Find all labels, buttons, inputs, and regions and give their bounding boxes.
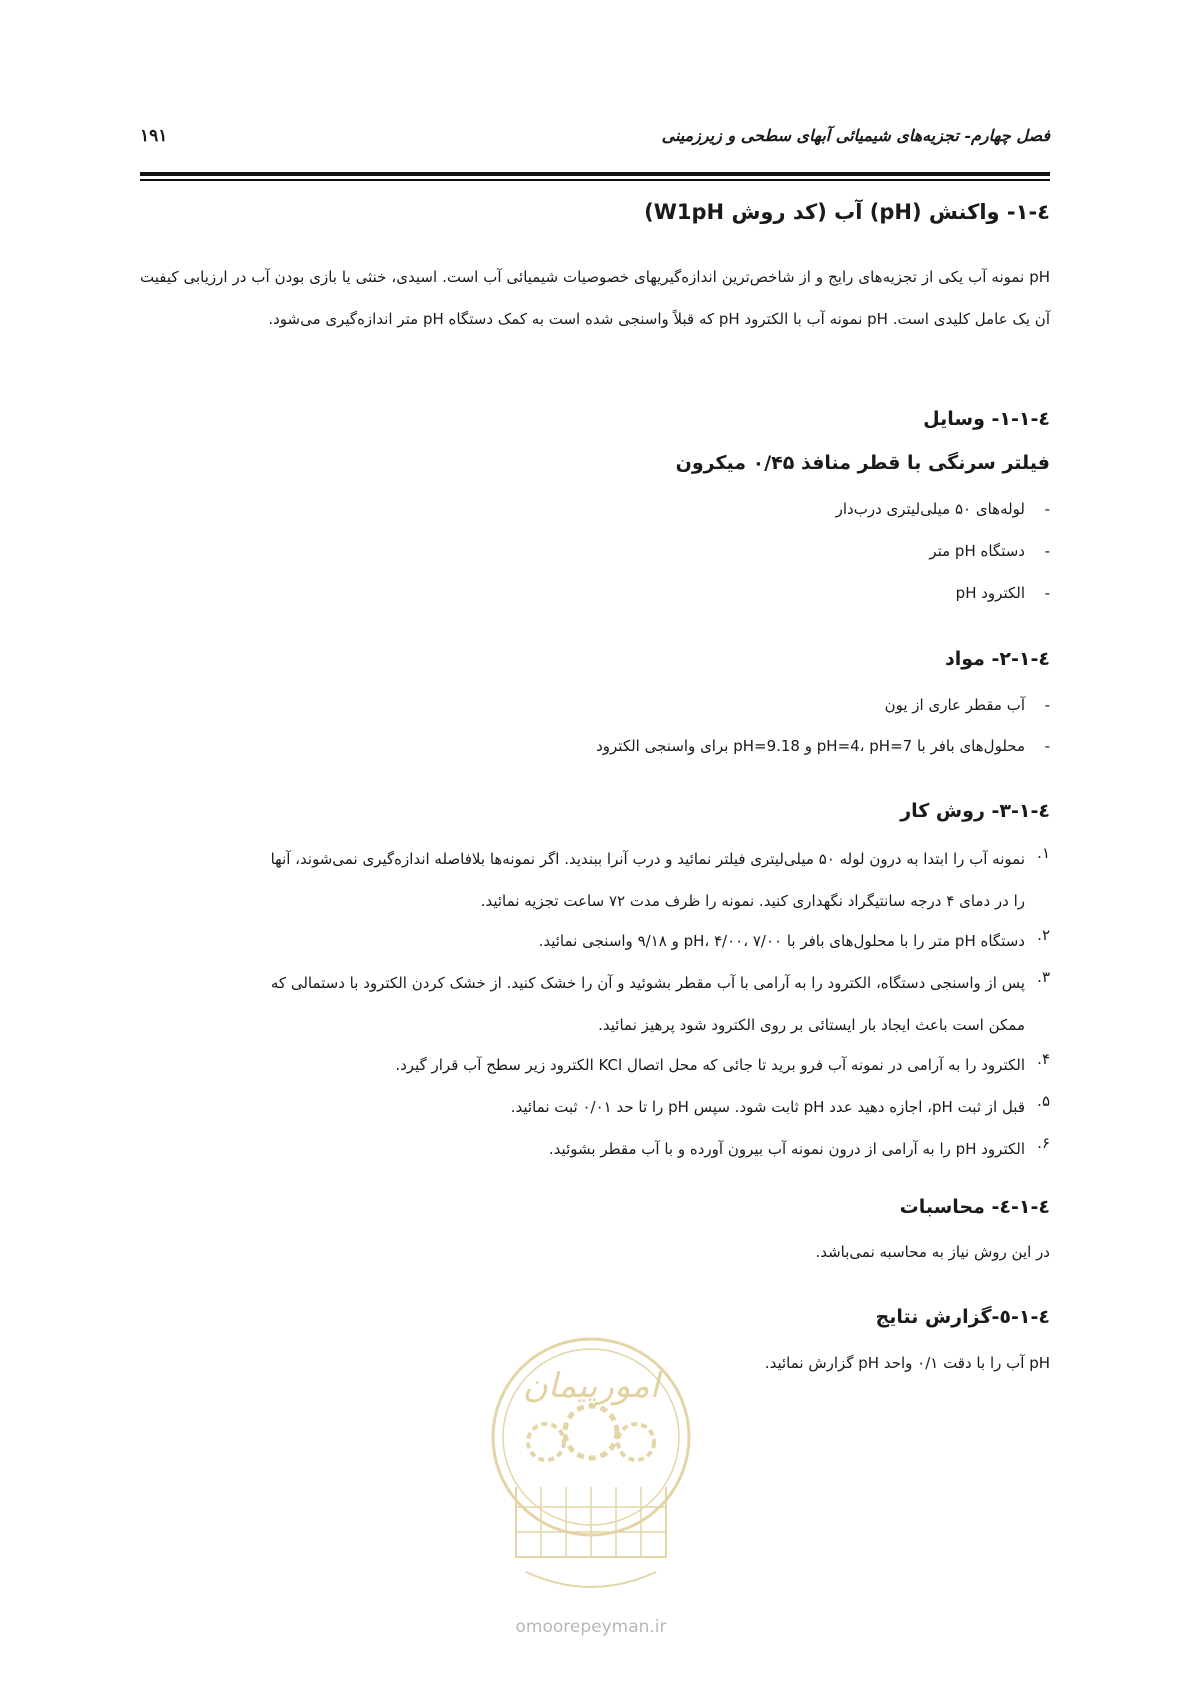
equipment-item: - دستگاه pH متر xyxy=(929,542,1050,560)
materials-item: - آب مقطر عاری از یون xyxy=(884,696,1050,714)
header-rule-thick xyxy=(140,172,1050,176)
header-rule-thin xyxy=(140,179,1050,181)
materials-heading: ٤-١-٢- مواد xyxy=(944,648,1050,670)
procedure-heading: ٤-١-٣- روش کار xyxy=(900,800,1050,822)
procedure-step: ۵. قبل از ثبت pH، اجازه دهید عدد pH ثابت شود. سپس pH را تا حد ۰/۰۱ ثبت نمائید. xyxy=(510,1092,1050,1116)
page-number: ۱۹۱ xyxy=(140,126,168,146)
calculations-text: در این روش نیاز به محاسبه نمی‌باشد. xyxy=(815,1243,1050,1261)
equipment-item: - لوله‌های ۵۰ میلی‌لیتری درب‌دار xyxy=(835,500,1050,518)
equipment-subtitle: فیلتر سرنگی با قطر منافذ ۰/۴۵ میکرون xyxy=(675,452,1050,474)
svg-text:امورپیمان: امورپیمان xyxy=(522,1366,660,1406)
section-heading: ٤-١- واکنش (pH) آب (کد روش W1pH) xyxy=(644,200,1050,224)
intro-paragraph: pH نمونه آب یکی از تجزیه‌های رایج و از شاخص‌ترین اندازه‌گیریهای خصوصیات شیمیائی آب است. اسیدی، خنثی یا بازی بودن آب در ارزیابی کیفیت آن یک عامل کلیدی است. pH نمونه آب با الکترود pH که قبلاً واسنجی شده است به کمک دستگاه pH متر اندازه‌گیری می‌شود. xyxy=(140,268,1050,328)
equipment-item: - الکترود pH xyxy=(955,584,1050,602)
watermark-seal-icon xyxy=(486,1327,696,1597)
procedure-step: ۲. دستگاه pH متر را با محلول‌های بافر با pH، ۴/۰۰، ۷/۰۰ و ۹/۱۸ واسنجی نمائید. xyxy=(538,926,1050,950)
watermark-url: omoorepeyman.ir xyxy=(515,1617,667,1637)
procedure-step: ۱. نمونه آب را ابتدا به درون لوله ۵۰ میلی‌لیتری فیلتر نمائید و درب آنرا ببندید. اگر نمونه‌ها بلافاصله اندازه‌گیری نمی‌شوند، آنها را در دمای ۴ درجه سانتیگراد نگهداری کنید. نمونه را ظرف مدت ۷۲ ساعت تجزیه نمائید. xyxy=(270,844,1050,910)
report-text: pH آب را با دقت ۰/۱ واحد pH گزارش نمائید. xyxy=(764,1354,1050,1372)
report-heading: ٤-١-٥-گزارش نتایج xyxy=(875,1306,1050,1328)
procedure-step: ۳. پس از واسنجی دستگاه، الکترود را به آرامی با آب مقطر بشوئید و آن را خشک کنید. از خشک کردن الکترود با دستمالی که ممکن است باعث ایجاد بار ایستائی بر روی الکترود شود پرهیز نمائید. xyxy=(270,968,1050,1034)
calculations-heading: ٤-١-٤- محاسبات xyxy=(899,1196,1050,1218)
equipment-heading: ٤-١-١- وسایل xyxy=(923,408,1050,430)
procedure-step: ۶. الکترود pH را به آرامی از درون نمونه آب بیرون آورده و با آب مقطر بشوئید. xyxy=(548,1134,1050,1158)
procedure-step: ۴. الکترود را به آرامی در نمونه آب فرو برید تا جائی که محل اتصال KCl الکترود زیر سطح آب قرار گیرد. xyxy=(395,1050,1050,1074)
materials-item: - محلول‌های بافر با pH=4، pH=7 و pH=9.18 برای واسنجی الکترود xyxy=(596,737,1050,755)
chapter-title: فصل چهارم- تجزیه‌های شیمیائی آبهای سطحی و زیرزمینی xyxy=(661,126,1050,145)
